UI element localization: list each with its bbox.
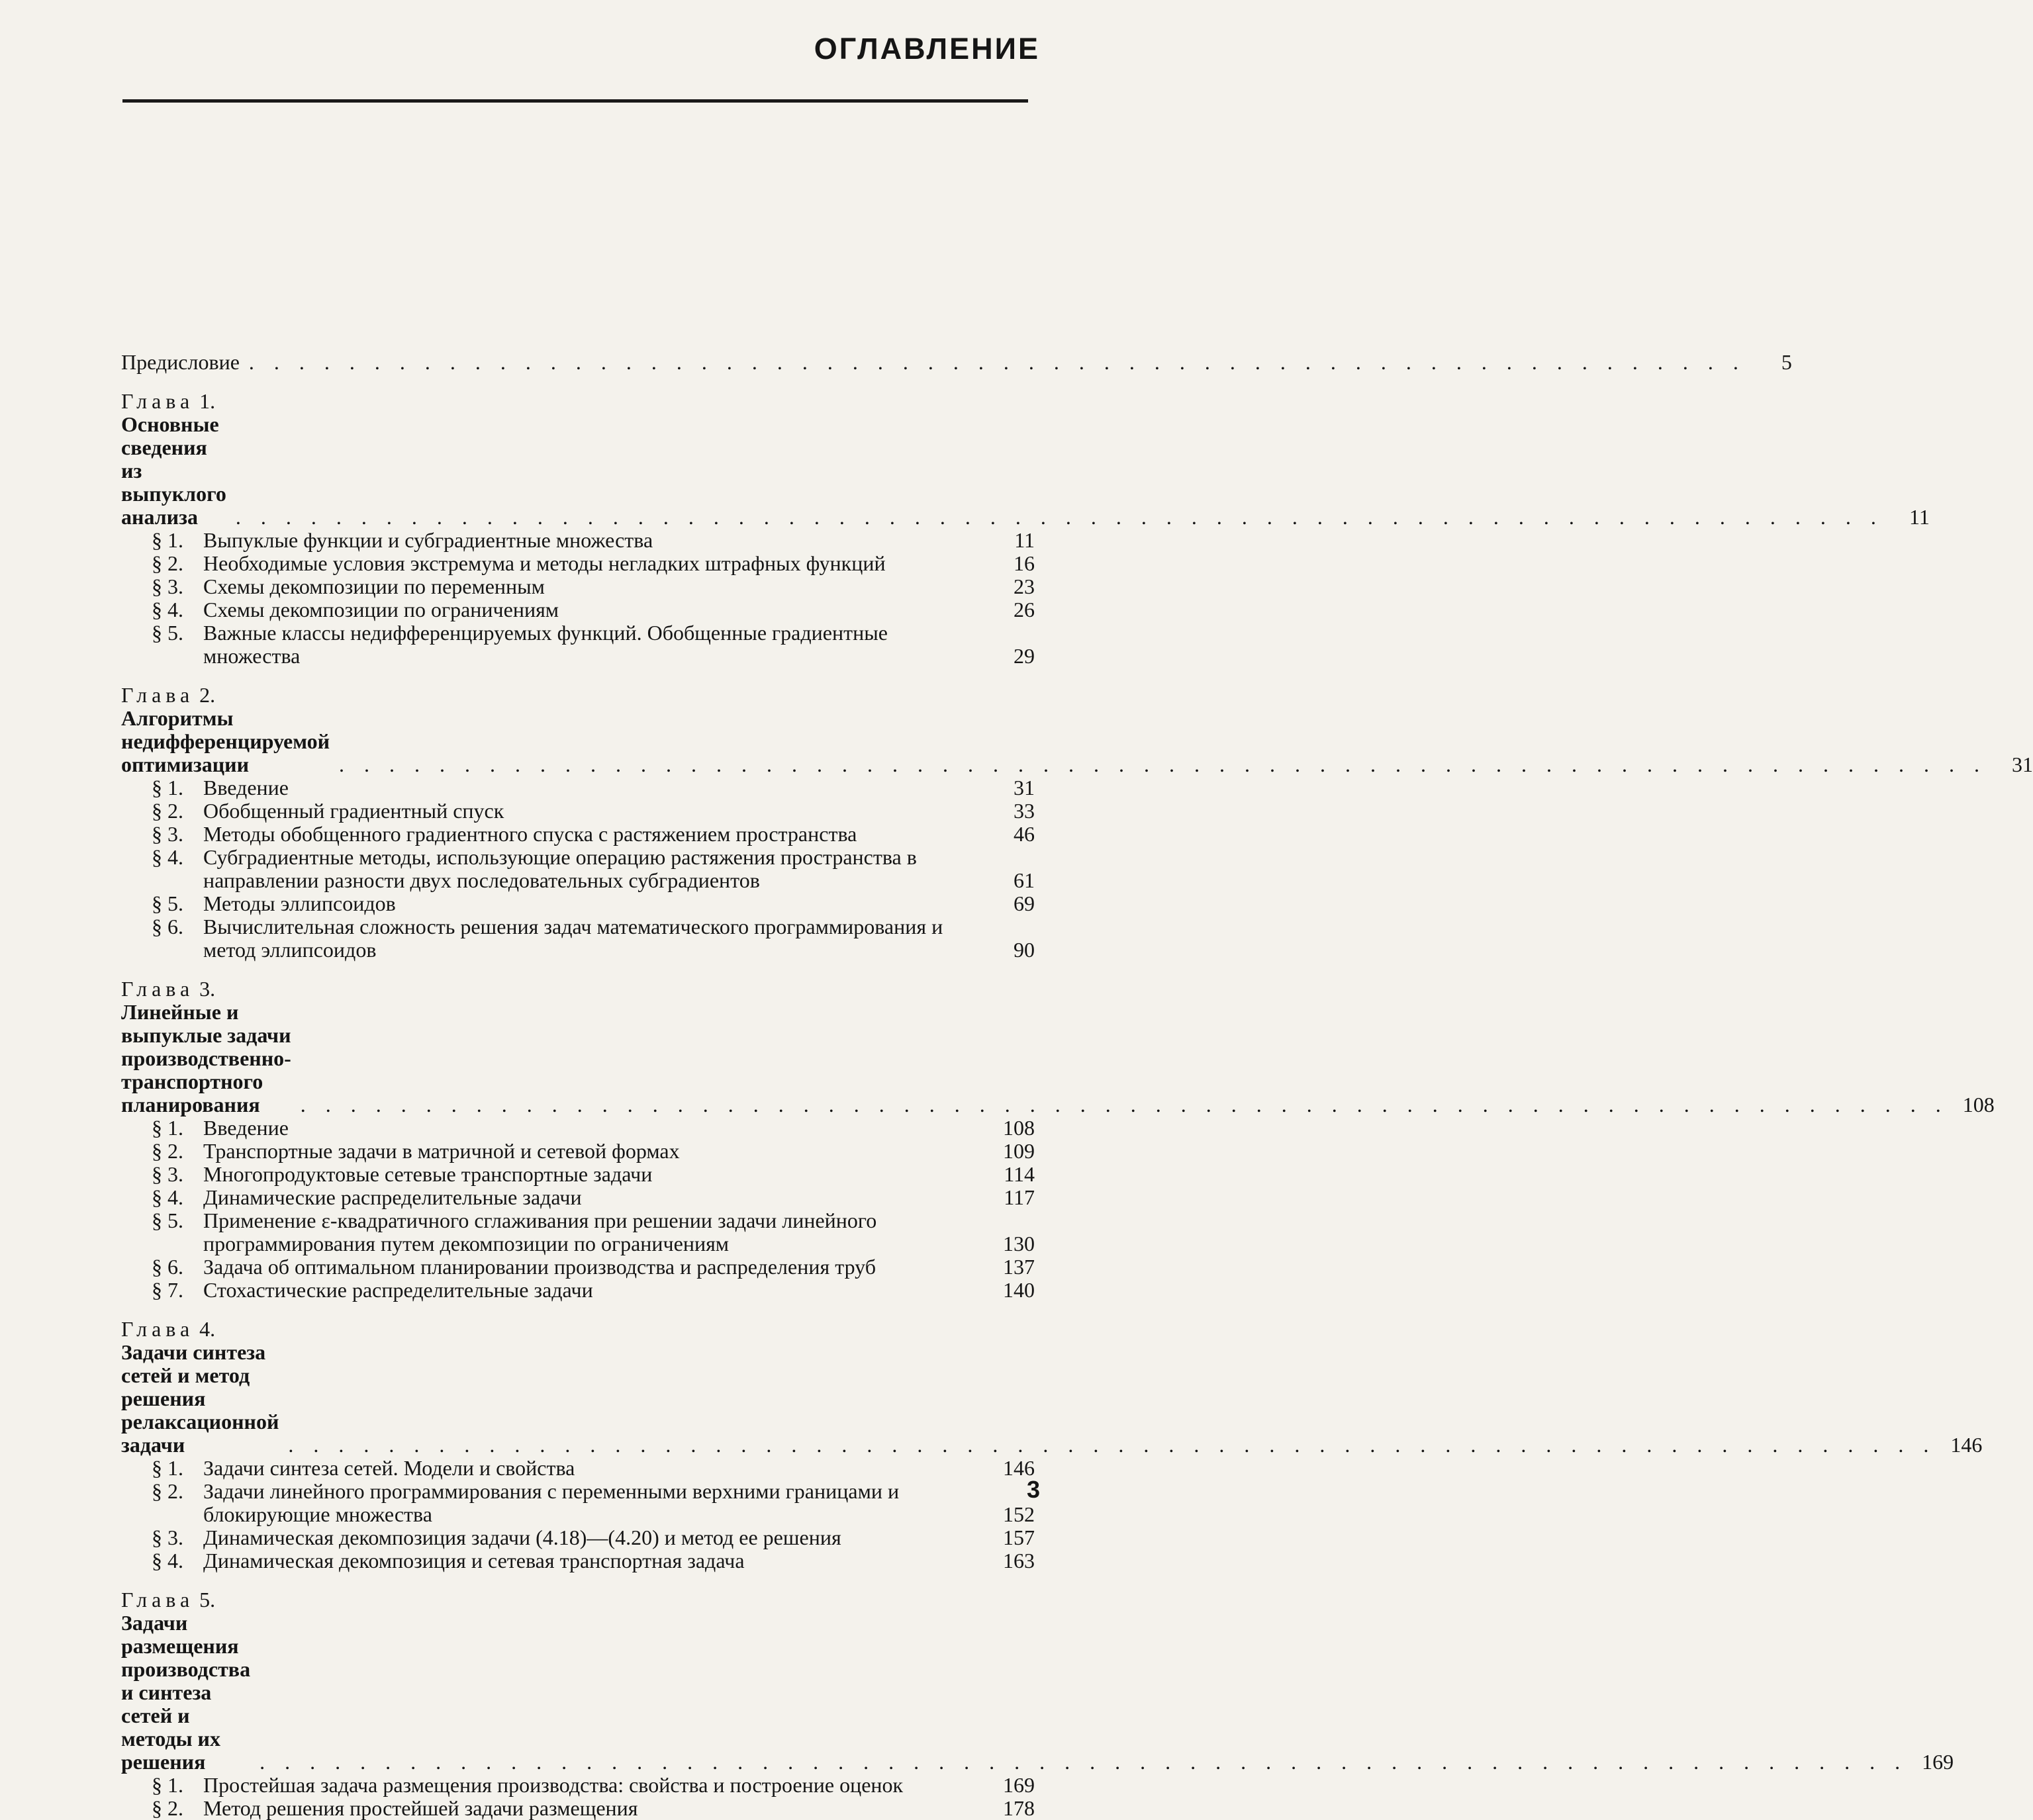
chapter-title: Линейные и выпуклые задачи производственно-транспортного планирования [121, 1000, 291, 1116]
chapter-heading [121, 684, 339, 776]
page-ref: 5 [1781, 350, 1792, 374]
section-label [152, 892, 988, 915]
section-number: § 4. [152, 845, 183, 869]
section-label [152, 823, 988, 846]
chapter-title: Алгоритмы недифференцируемой оптимизации [121, 706, 330, 776]
section-number: § 4. [152, 1185, 183, 1209]
preface-label: Предисловие [121, 350, 240, 374]
section-number: § 1. [152, 528, 183, 552]
section-title: Метод решения простейшей задачи размещения [203, 1796, 638, 1820]
page-ref: 16 [1014, 551, 1035, 575]
section-title: Стохастические распределительные задачи [203, 1278, 593, 1302]
section-title: Важные классы недифференцируемых функций. Обобщенные градиентные множества [203, 621, 888, 668]
section-number: § 2. [152, 1139, 183, 1163]
toc-section[interactable] [121, 598, 1035, 621]
section-label [152, 799, 988, 823]
section-number: § 6. [152, 915, 183, 938]
section-title: Динамическая декомпозиция и сетевая транспортная задача [203, 1549, 745, 1572]
page-ref: 109 [1003, 1139, 1035, 1163]
chapter-title: Основные сведения из выпуклого анализа [121, 412, 226, 529]
toc-section[interactable] [121, 1186, 1035, 1209]
section-number: § 2. [152, 1479, 183, 1503]
leader-dots: . . . . . . . . . . . . . . . . . . . . . . . . . . . . . . . . . . . . . . . . . . . . . . . . . . . . . . . . . . . . . . . . . . [260, 1750, 1908, 1774]
toc-section[interactable] [121, 1774, 1035, 1797]
section-number: § 4. [152, 598, 183, 621]
section-number: § 3. [152, 1162, 183, 1186]
section-title: Динамические распределительные задачи [203, 1185, 582, 1209]
leader-dots: . . . . . . . . . . . . . . . . . . . . . . . . . . . . . . . . . . . . . . . . . . . . . . . . . . . . . . . . . . . . . . . . . . [288, 1433, 1936, 1457]
section-title: Динамическая декомпозиция задачи (4.18)—(4.20) и метод ее решения [203, 1525, 841, 1549]
chapter-prefix: Глава [121, 1588, 195, 1612]
section-title: Схемы декомпозиции по ограничениям [203, 598, 559, 621]
toc-section[interactable] [121, 1549, 1035, 1572]
page-ref: 90 [1014, 938, 1035, 962]
title-divider [122, 99, 1028, 103]
chapter-number: 1. [199, 389, 216, 413]
section-number: § 3. [152, 1525, 183, 1549]
chapter-prefix: Глава [121, 977, 195, 1001]
section-title: Задачи синтеза сетей. Модели и свойства [203, 1456, 575, 1480]
page-ref: 29 [1014, 644, 1035, 668]
section-label [152, 1549, 988, 1572]
toc-section[interactable] [121, 776, 1035, 799]
section-number: § 5. [152, 891, 183, 915]
page-ref: 146 [1950, 1433, 1983, 1457]
chapter-title: Задачи размещения производства и синтеза сетей и методы их решения [121, 1611, 251, 1774]
chapter-heading [121, 1588, 260, 1774]
toc-section[interactable] [121, 1797, 1035, 1820]
page-ref: 33 [1014, 799, 1035, 823]
toc-section[interactable] [121, 552, 1035, 575]
section-label [152, 575, 988, 598]
toc-section[interactable] [121, 823, 1035, 846]
chapter-title: Задачи синтеза сетей и метод решения релаксационной задачи [121, 1340, 279, 1457]
chapter-number: 3. [199, 977, 216, 1001]
toc-section[interactable] [121, 1255, 1035, 1279]
page-ref: 114 [1004, 1162, 1035, 1186]
page-ref: 61 [1014, 868, 1035, 892]
chapter-number: 5. [199, 1588, 216, 1612]
toc-section[interactable] [121, 575, 1035, 598]
toc-preface[interactable] [121, 350, 1792, 374]
toc-section[interactable] [121, 1116, 1035, 1140]
section-label [152, 1279, 988, 1302]
toc-section[interactable] [121, 1163, 1035, 1186]
chapter-number: 4. [199, 1317, 216, 1341]
toc-section[interactable] [121, 1140, 1035, 1163]
section-label [152, 529, 988, 552]
page-ref: 108 [1962, 1093, 1995, 1116]
toc-chapter[interactable] [121, 1588, 1954, 1774]
section-title: Применение ε-квадратичного сглаживания при решении задачи линейного программирования путем декомпозиции по ограничениям [203, 1208, 877, 1255]
section-title: Методы эллипсоидов [203, 891, 396, 915]
section-title: Выпуклые функции и субградиентные множества [203, 528, 653, 552]
section-title: Методы обобщенного градиентного спуска с растяжением пространства [203, 822, 857, 846]
section-title: Введение [203, 1116, 289, 1140]
section-number: § 1. [152, 1116, 183, 1140]
leader-dots: . . . . . . . . . . . . . . . . . . . . . . . . . . . . . . . . . . . . . . . . . . . . . . . . . . . . . . . . . . . . . . . . . . [235, 505, 1883, 529]
toc-section[interactable] [121, 799, 1035, 823]
section-label [152, 1255, 988, 1279]
toc-section[interactable] [121, 1209, 1035, 1255]
toc-section[interactable] [121, 892, 1035, 915]
page-ref: 130 [1003, 1232, 1035, 1255]
section-label [152, 1526, 988, 1549]
section-title: Вычислительная сложность решения задач математического программирования и метод эллипсоидов [203, 915, 943, 962]
page-ref: 137 [1003, 1255, 1035, 1279]
section-label [152, 846, 988, 892]
section-title: Задача об оптимальном планировании производства и распределения труб [203, 1255, 876, 1279]
section-label [152, 1140, 988, 1163]
chapter-prefix: Глава [121, 389, 195, 413]
section-label [152, 1457, 988, 1480]
section-title: Субградиентные методы, использующие операцию растяжения пространства в направлении разности двух последовательных субградиентов [203, 845, 917, 892]
page-ref: 69 [1014, 891, 1035, 915]
section-number: § 5. [152, 621, 183, 645]
section-label [152, 776, 988, 799]
section-label [152, 1209, 988, 1255]
section-title: Задачи линейного программирования с переменными верхними границами и блокирующие множества [203, 1479, 900, 1526]
section-number: § 1. [152, 1456, 183, 1480]
section-label [152, 621, 988, 668]
section-title: Введение [203, 776, 289, 799]
toc-section[interactable] [121, 915, 1035, 962]
section-number: § 1. [152, 776, 183, 799]
section-title: Многопродуктовые сетевые транспортные задачи [203, 1162, 653, 1186]
page-ref: 117 [1004, 1185, 1035, 1209]
toc-section[interactable] [121, 1457, 1035, 1480]
page-ref: 169 [1003, 1773, 1035, 1797]
page-ref: 26 [1014, 598, 1035, 621]
page-ref: 146 [1003, 1456, 1035, 1480]
page-number: 3 [1026, 1476, 1040, 1503]
section-label [152, 552, 988, 575]
toc-section[interactable] [121, 1526, 1035, 1549]
chapter-number: 2. [199, 683, 216, 707]
toc-section[interactable] [121, 529, 1035, 552]
toc-chapter[interactable] [121, 1317, 1983, 1457]
toc-chapter[interactable] [121, 389, 1930, 529]
chapter-heading [121, 1318, 288, 1457]
chapter-heading [121, 390, 236, 529]
page-ref: 31 [2012, 752, 2033, 776]
section-number: § 2. [152, 551, 183, 575]
section-number: § 1. [152, 1773, 183, 1797]
page-ref: 157 [1003, 1525, 1035, 1549]
section-number: § 6. [152, 1255, 183, 1279]
section-number: § 2. [152, 799, 183, 823]
toc-section[interactable] [121, 846, 1035, 892]
section-label [152, 1163, 988, 1186]
section-label [152, 1186, 988, 1209]
leader-dots: . . . . . . . . . . . . . . . . . . . . . . . . . . . . . . . . . . . . . . . . . . . . . . . . . . . . . . . . . . . . . . . . . . [300, 1093, 1948, 1116]
section-label [152, 598, 988, 621]
page-ref: 169 [1922, 1750, 1954, 1774]
page-ref: 11 [1014, 528, 1035, 552]
section-number: § 4. [152, 1549, 183, 1572]
section-number: § 2. [152, 1796, 183, 1820]
toc-section[interactable] [121, 1279, 1035, 1302]
toc-section[interactable] [121, 1480, 1035, 1526]
page-ref: 163 [1003, 1549, 1035, 1572]
page-ref: 108 [1003, 1116, 1035, 1140]
chapter-prefix: Глава [121, 683, 195, 707]
leader-dots: . . . . . . . . . . . . . . . . . . . . . . . . . . . . . . . . . . . . . . . . . . . . . . . . . . . . . . . . . . . . . . . . . . [339, 752, 1987, 776]
page-ref: 140 [1003, 1278, 1035, 1302]
chapter-heading [121, 978, 301, 1116]
page-title: ОГЛАВЛЕНИЕ [814, 32, 1040, 66]
section-label [152, 915, 988, 962]
section-title: Необходимые условия экстремума и методы негладких штрафных функций [203, 551, 886, 575]
page-ref: 23 [1014, 574, 1035, 598]
section-title: Обобщенный градиентный спуск [203, 799, 504, 823]
section-label [152, 1797, 988, 1820]
section-title: Транспортные задачи в матричной и сетевой формах [203, 1139, 680, 1163]
page-ref: 152 [1003, 1502, 1035, 1526]
section-number: § 3. [152, 822, 183, 846]
page-ref: 31 [1014, 776, 1035, 799]
toc-chapter[interactable] [121, 683, 2033, 776]
toc-section[interactable] [121, 621, 1035, 668]
section-number: § 5. [152, 1208, 183, 1232]
section-title: Простейшая задача размещения производства: свойства и построение оценок [203, 1773, 904, 1797]
chapter-prefix: Глава [121, 1317, 195, 1341]
section-label [152, 1480, 988, 1526]
page-ref: 11 [1909, 505, 1930, 529]
section-label [152, 1116, 988, 1140]
section-number: § 7. [152, 1278, 183, 1302]
leader-dots: . . . . . . . . . . . . . . . . . . . . . . . . . . . . . . . . . . . . . . . . . . . . . . . . . . . . . . . . . . . . [248, 350, 1746, 374]
section-title: Схемы декомпозиции по переменным [203, 574, 545, 598]
page-ref: 178 [1003, 1796, 1035, 1820]
toc-chapter[interactable] [121, 977, 1995, 1116]
table-of-contents [121, 350, 2033, 1820]
page-ref: 46 [1014, 822, 1035, 846]
section-label [152, 1774, 988, 1797]
section-number: § 3. [152, 574, 183, 598]
